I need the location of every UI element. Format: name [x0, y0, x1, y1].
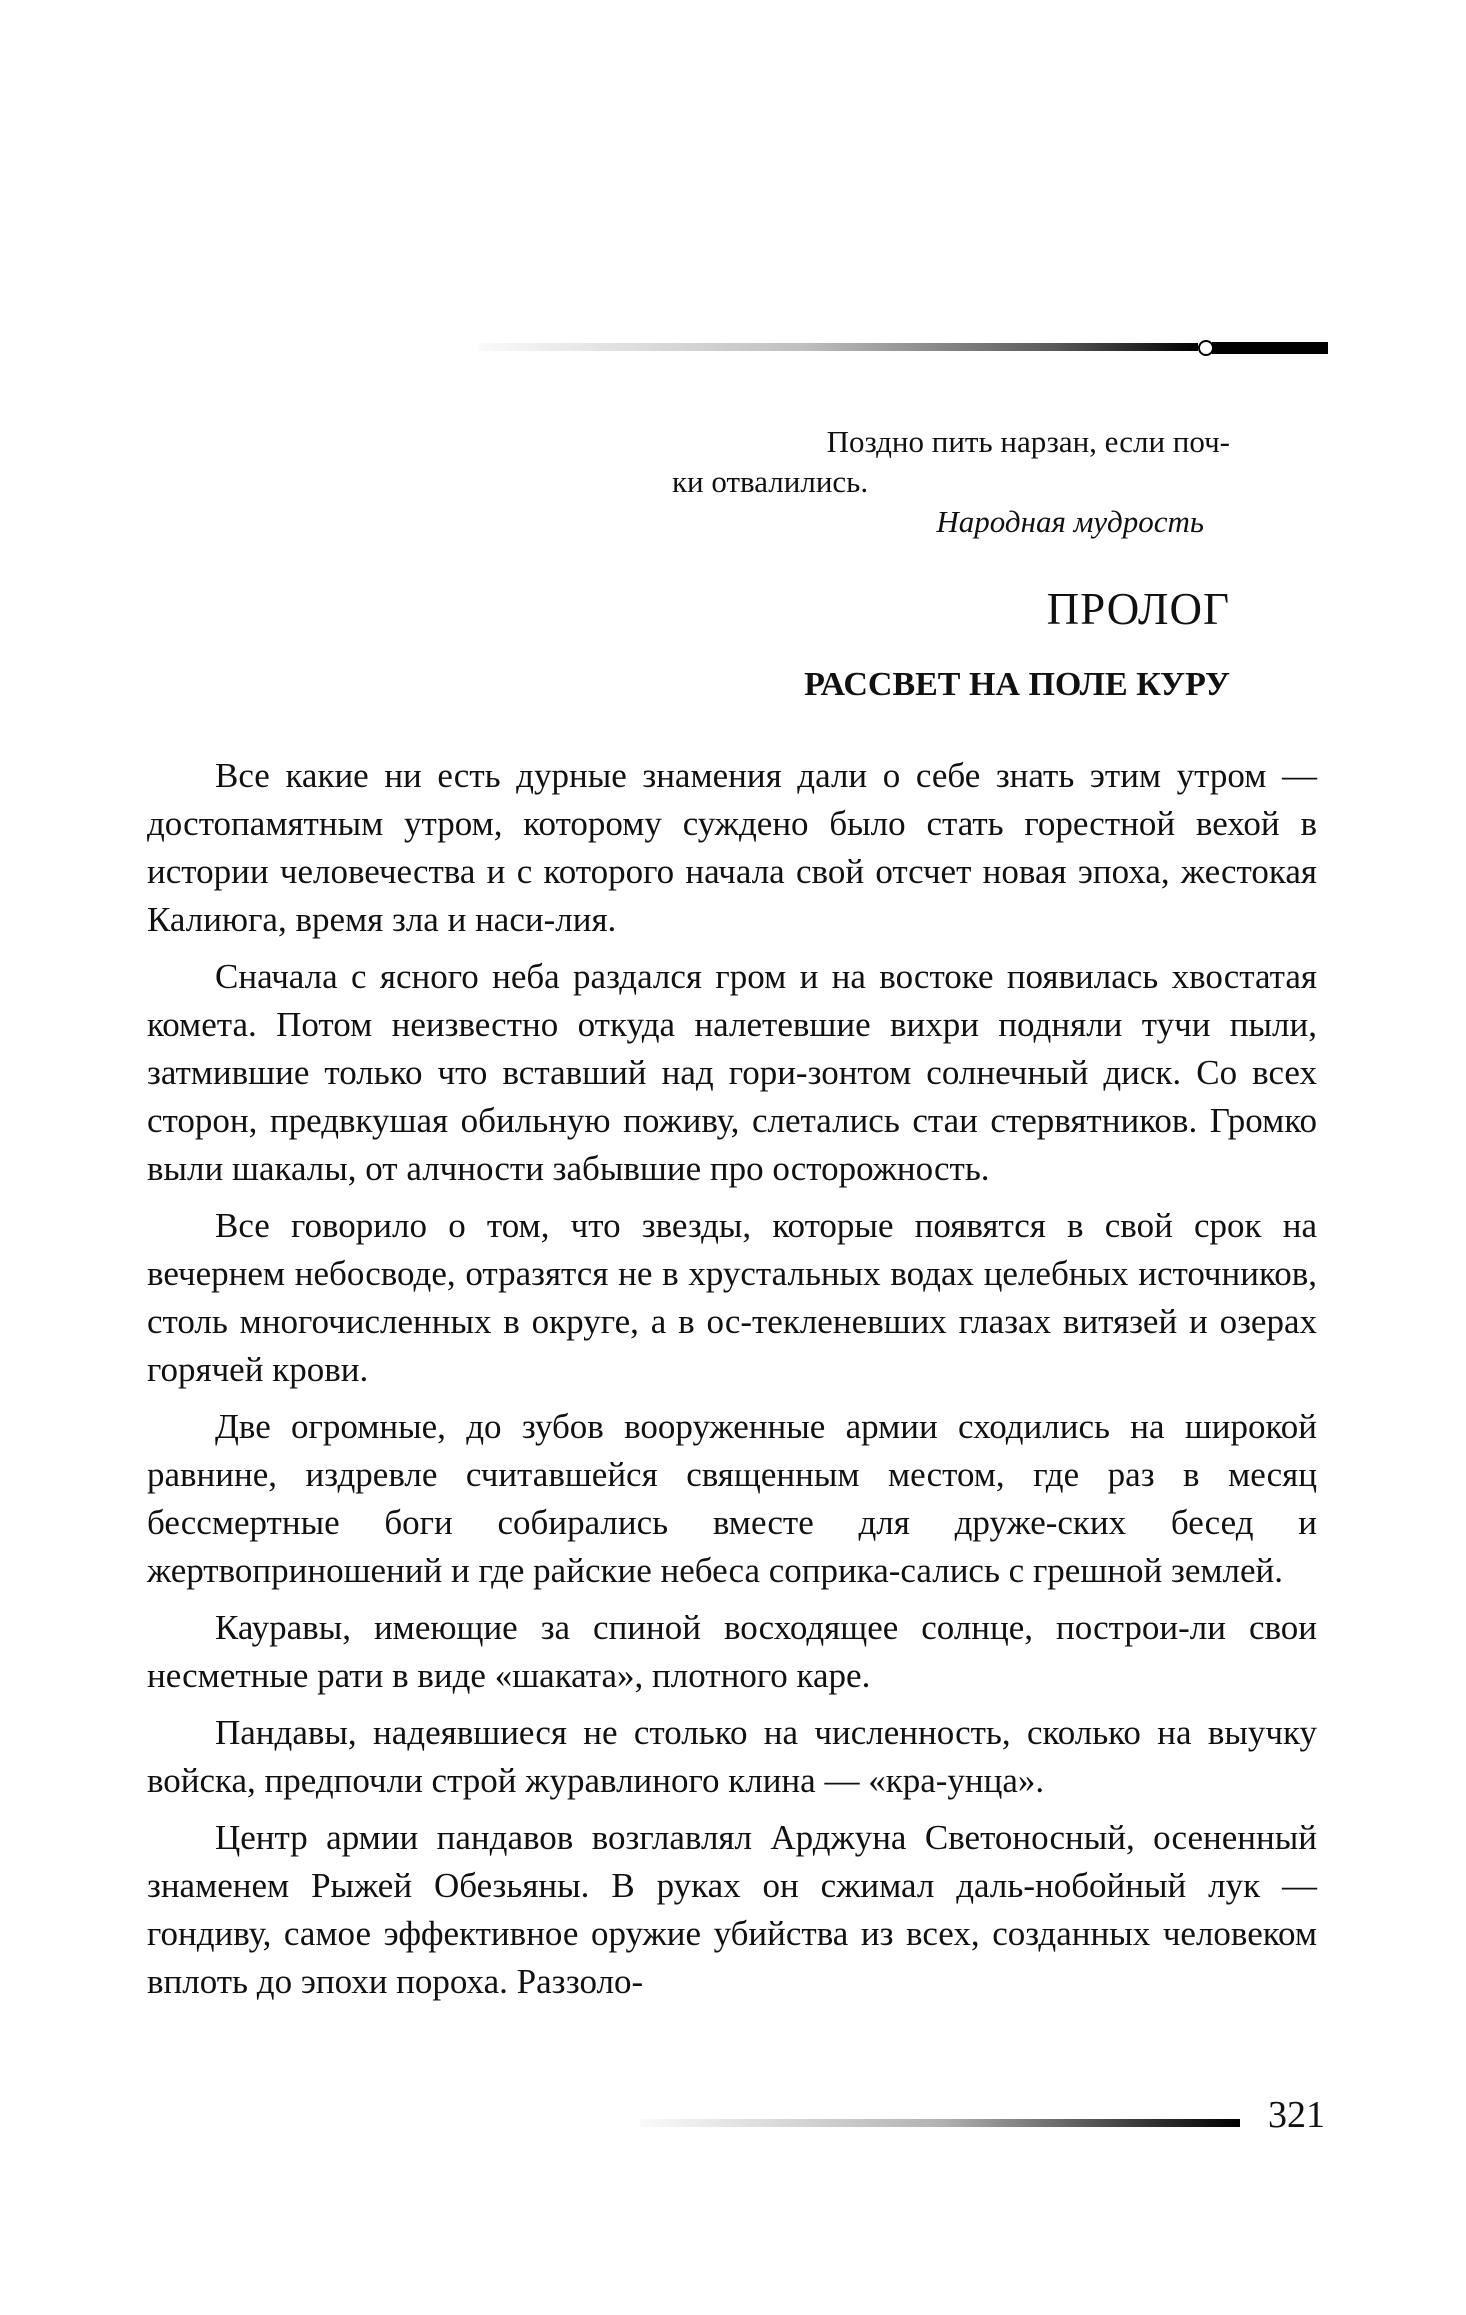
- paragraph: Кауравы, имеющие за спиной восходящее солнце, построи-ли свои несметные рати в виде «шаката», плотного каре.: [147, 1608, 1317, 1695]
- paragraph: Все какие ни есть дурные знамения дали о себе знать этим утром — достопамятным утром, которому суждено было стать горестной вехой в истории человечества и с которого начала свой отсчет новая эпоха, жестокая Калиюга, время зла и наси-лия.: [147, 756, 1317, 939]
- paragraph: Две огромные, до зубов вооруженные армии сходились на широкой равнине, издревле считавшейся священным местом, где раз в месяц бессмертные боги собирались вместе для друже-ских бесед и жертвоприношений и где райские небеса соприка-сались с грешной землей.: [147, 1407, 1317, 1590]
- decorative-footer-rule: [640, 2118, 1240, 2128]
- paragraph: Центр армии пандавов возглавлял Арджуна Светоносный, осененный знаменем Рыжей Обезьяны. В руках он сжимал даль-нобойный лук — гондиву, самое эффективное оружие убийства из всех, созданных человеком вплоть до эпохи пороха. Раззоло-: [147, 1818, 1317, 2001]
- body-text: [147, 752, 1317, 2015]
- epigraph-line: ки отвалились.: [672, 464, 869, 499]
- paragraph: Сначала с ясного неба раздался гром и на востоке появилась хвостатая комета. Потом неизвестно откуда налетевшие вихри подняли тучи пыли, затмившие только что вставший над гори-зонтом солнечный диск. Со всех сторон, предвкушая обильную поживу, слетались стаи стервятников. Громко выли шакалы, от алчности забывшие про осторожность.: [147, 957, 1317, 1188]
- page-number: 321: [1268, 2094, 1325, 2136]
- epigraph: [660, 422, 1230, 542]
- paragraph: Пандавы, надеявшиеся не столько на численность, сколько на выучку войска, предпочли строй журавлиного клина — «кра-унца».: [147, 1713, 1317, 1800]
- chapter-title: ПРОЛОГ: [1046, 584, 1230, 634]
- decorative-header-rule: [478, 340, 1328, 356]
- epigraph-line: Поздно пить нарзан, если поч-: [826, 424, 1230, 459]
- chapter-subtitle: РАССВЕТ НА ПОЛЕ КУРУ: [804, 666, 1230, 703]
- epigraph-attribution: Народная мудрость: [936, 504, 1204, 539]
- paragraph: Все говорило о том, что звезды, которые появятся в свой срок на вечернем небосводе, отразятся не в хрустальных водах целебных источников, столь многочисленных в округе, а в ос-текленевших глазах витязей и озерах горячей крови.: [147, 1206, 1317, 1389]
